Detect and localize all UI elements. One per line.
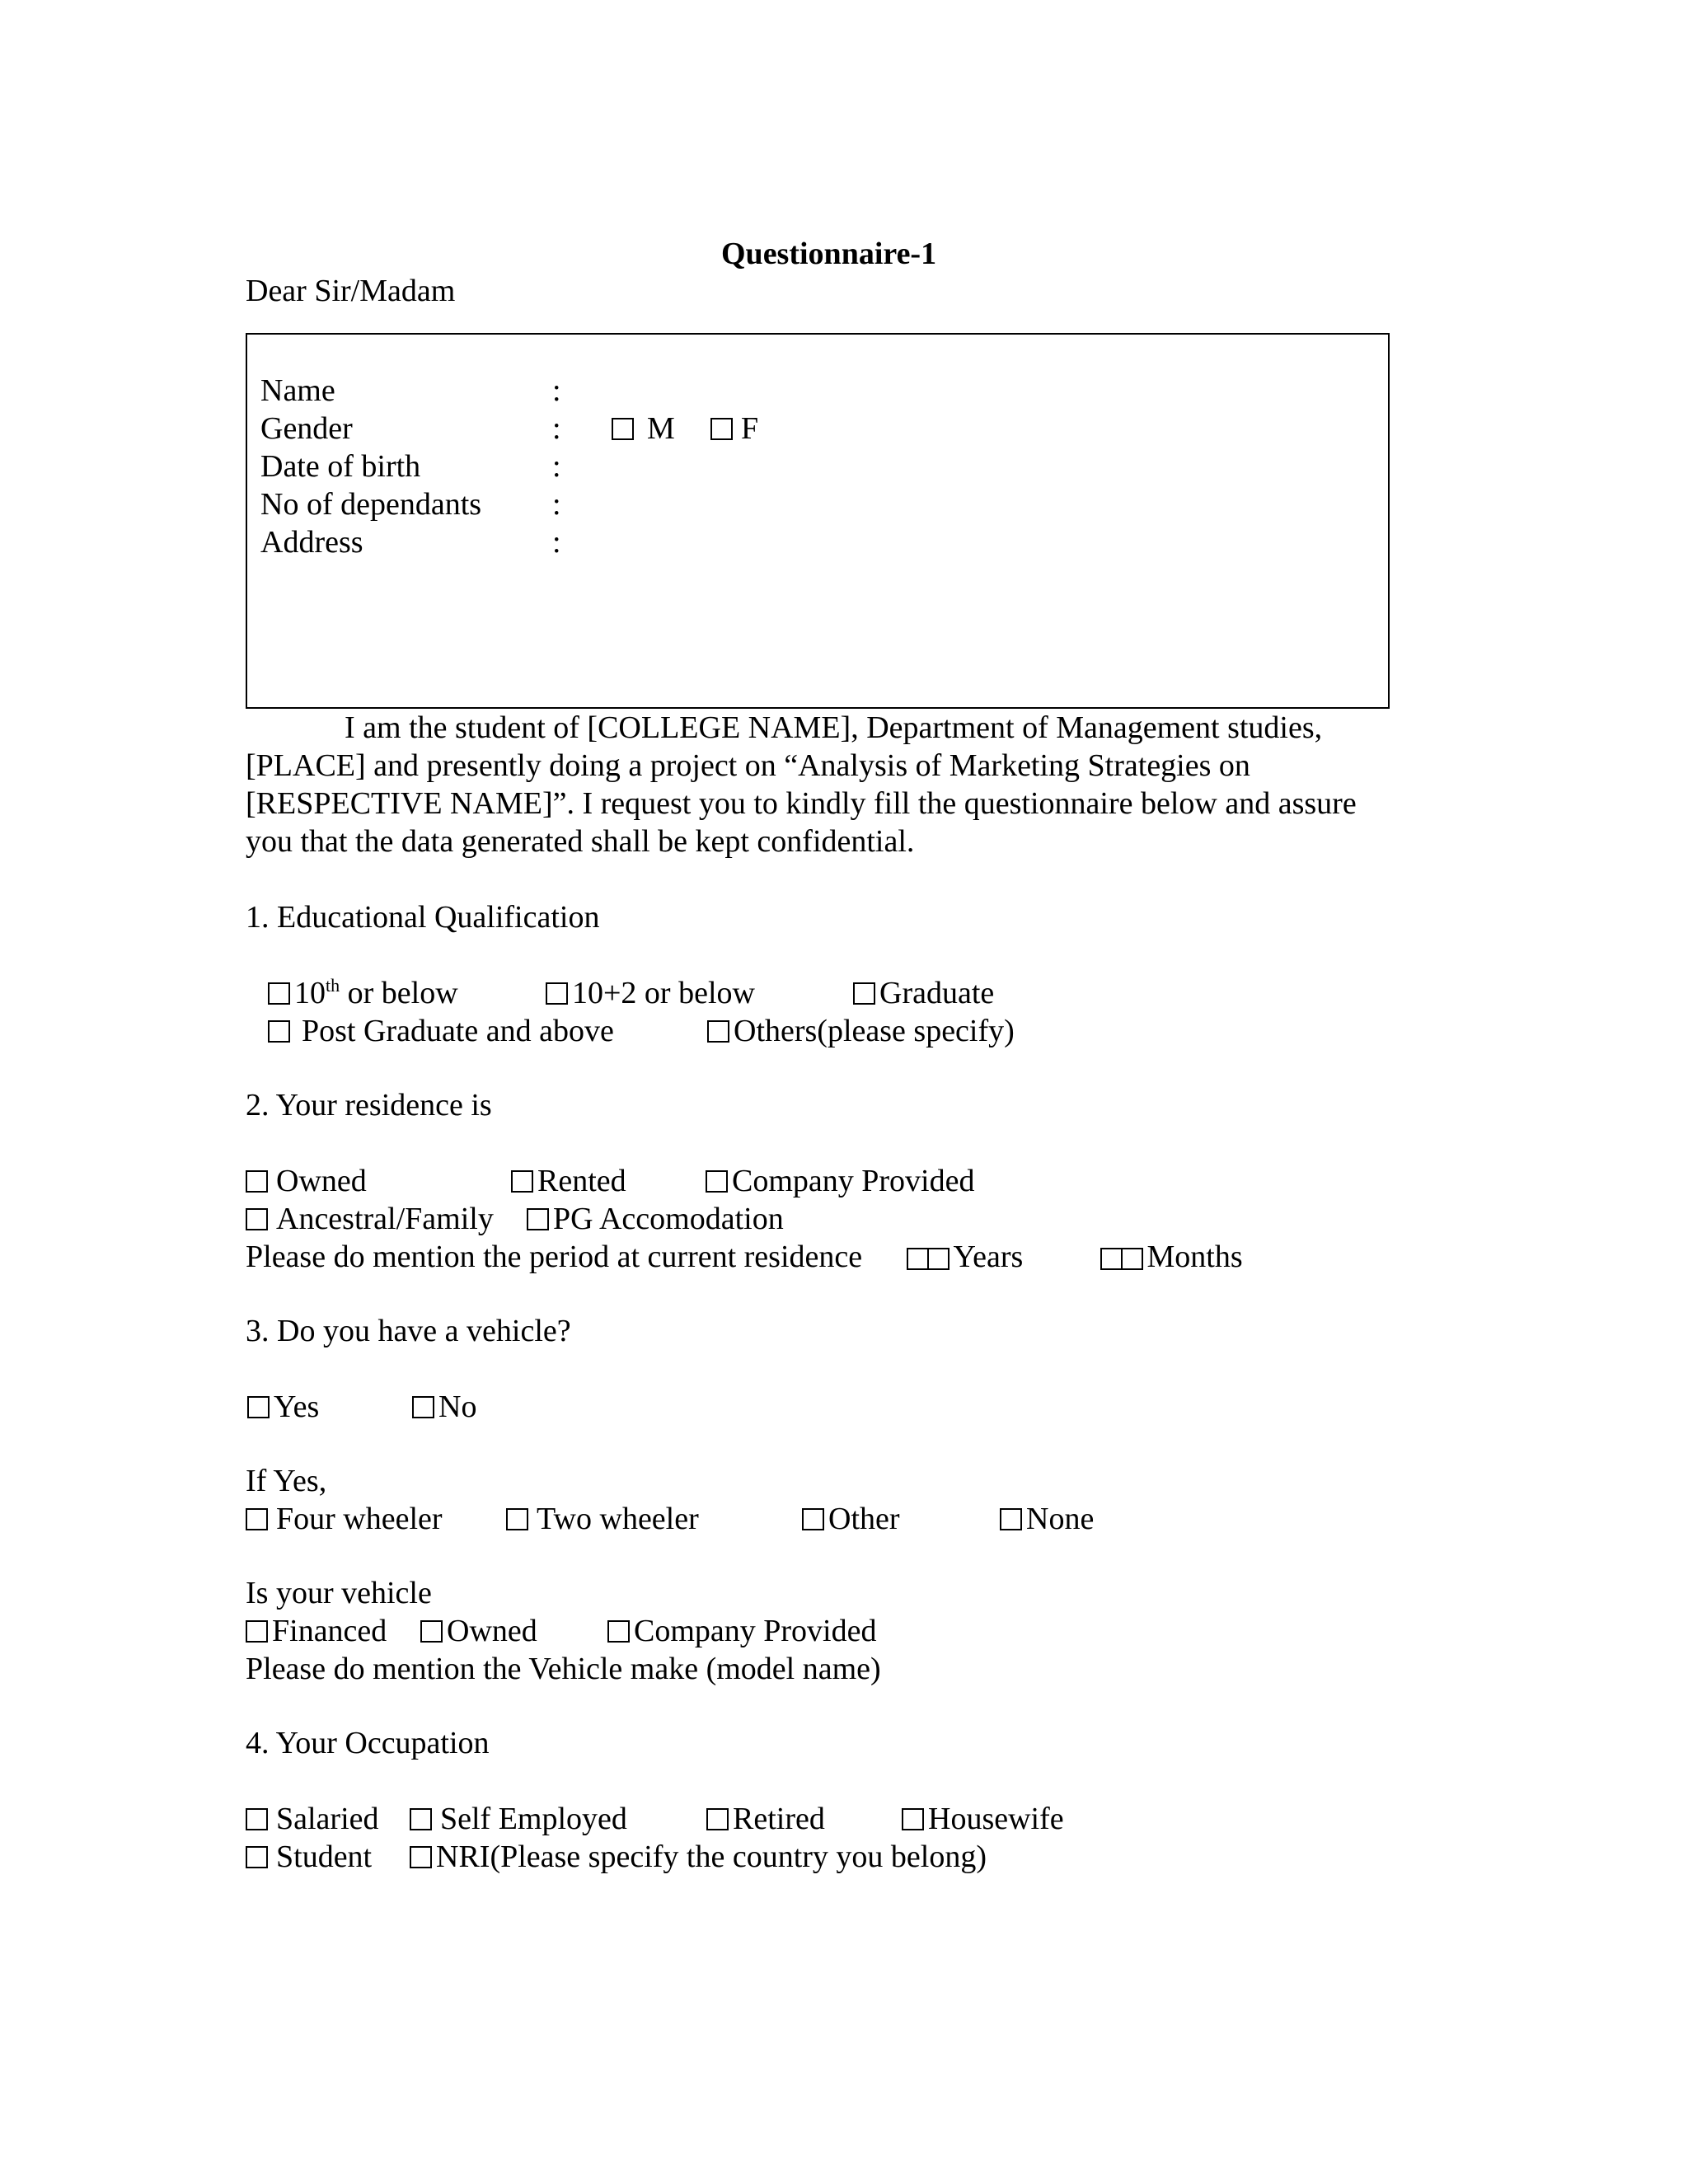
name-colon: : xyxy=(552,373,561,408)
q3-make-prompt: Please do mention the Vehicle make (model name) xyxy=(246,1652,881,1686)
address-label: Address xyxy=(260,525,363,560)
q3-option-other[interactable]: Other xyxy=(802,1500,900,1538)
q2-option-company-provided[interactable]: Company Provided xyxy=(706,1162,974,1200)
q3-option-company-provided[interactable]: Company Provided xyxy=(607,1612,876,1650)
salutation: Dear Sir/Madam xyxy=(246,274,456,308)
checkbox[interactable] xyxy=(410,1808,432,1830)
intro-line-1: I am the student of [COLLEGE NAME], Department of Management studies, xyxy=(345,710,1323,745)
checkbox[interactable] xyxy=(246,1808,268,1830)
years-boxes[interactable] xyxy=(907,1240,950,1277)
q2-years-field[interactable]: Years xyxy=(907,1238,1023,1277)
digit-box xyxy=(1100,1248,1123,1270)
checkbox[interactable] xyxy=(268,982,290,1005)
q1-option-10th[interactable]: 10th or below xyxy=(268,974,458,1012)
q4-option-student[interactable]: Student xyxy=(246,1838,372,1876)
q4-option-retired[interactable]: Retired xyxy=(706,1800,825,1838)
q3-option-no[interactable]: No xyxy=(412,1388,476,1426)
q2-option-pg[interactable]: PG Accomodation xyxy=(527,1200,784,1238)
checkbox[interactable] xyxy=(706,1170,728,1193)
q3-option-none[interactable]: None xyxy=(1000,1500,1094,1538)
q1-option-post-graduate[interactable]: Post Graduate and above xyxy=(268,1012,614,1050)
checkbox[interactable] xyxy=(853,982,875,1005)
address-colon: : xyxy=(552,525,561,560)
q2-question: 2. Your residence is xyxy=(246,1088,492,1122)
q3-question: 3. Do you have a vehicle? xyxy=(246,1314,571,1348)
q2-option-owned[interactable]: Owned xyxy=(246,1162,367,1200)
intro-line-2: [PLACE] and presently doing a project on “Analysis of Marketing Strategies on xyxy=(246,748,1250,783)
q4-option-self-employed[interactable]: Self Employed xyxy=(410,1800,627,1838)
checkbox[interactable] xyxy=(246,1846,268,1868)
q3-option-financed[interactable]: Financed xyxy=(246,1612,387,1650)
checkbox[interactable] xyxy=(902,1808,924,1830)
checkbox[interactable] xyxy=(706,1808,729,1830)
gender-option-f[interactable]: F xyxy=(710,410,758,448)
q2-period-prompt: Please do mention the period at current residence xyxy=(246,1240,863,1274)
dependants-label: No of dependants xyxy=(260,487,482,522)
q4-option-nri[interactable]: NRI(Please specify the country you belong) xyxy=(410,1838,987,1876)
q1-question: 1. Educational Qualification xyxy=(246,900,600,935)
gender-option-m[interactable]: M xyxy=(612,410,675,448)
checkbox[interactable] xyxy=(410,1846,432,1868)
q1-option-others[interactable]: Others(please specify) xyxy=(707,1012,1015,1050)
checkbox[interactable] xyxy=(246,1620,268,1643)
gender-label: Gender xyxy=(260,411,353,446)
checkbox[interactable] xyxy=(412,1396,434,1418)
checkbox[interactable] xyxy=(607,1620,630,1643)
checkbox[interactable] xyxy=(246,1170,268,1193)
q4-option-housewife[interactable]: Housewife xyxy=(902,1800,1064,1838)
digit-box xyxy=(927,1248,950,1270)
q3-option-four-wheeler[interactable]: Four wheeler xyxy=(246,1500,443,1538)
checkbox[interactable] xyxy=(247,1396,270,1418)
page-title: Questionnaire-1 xyxy=(721,237,937,271)
checkbox[interactable] xyxy=(527,1208,549,1230)
q1-option-10plus2[interactable]: 10+2 or below xyxy=(546,974,755,1012)
checkbox[interactable] xyxy=(612,418,634,440)
months-boxes[interactable] xyxy=(1100,1240,1143,1277)
q3-option-two-wheeler[interactable]: Two wheeler xyxy=(506,1500,699,1538)
dependants-colon: : xyxy=(552,487,561,522)
digit-box xyxy=(1121,1248,1143,1270)
q3-option-yes[interactable]: Yes xyxy=(247,1388,319,1426)
q3-ownership-question: Is your vehicle xyxy=(246,1576,432,1610)
q2-option-rented[interactable]: Rented xyxy=(511,1162,626,1200)
checkbox[interactable] xyxy=(506,1508,528,1530)
q2-months-field[interactable]: Months xyxy=(1100,1238,1243,1277)
intro-line-4: you that the data generated shall be kept confidential. xyxy=(246,824,915,859)
checkbox[interactable] xyxy=(1000,1508,1022,1530)
gender-colon: : xyxy=(552,411,561,446)
q3-if-yes: If Yes, xyxy=(246,1464,327,1498)
checkbox[interactable] xyxy=(802,1508,824,1530)
q4-option-salaried[interactable]: Salaried xyxy=(246,1800,379,1838)
q3-option-owned[interactable]: Owned xyxy=(420,1612,537,1650)
name-label: Name xyxy=(260,373,335,408)
checkbox[interactable] xyxy=(246,1508,268,1530)
q4-question: 4. Your Occupation xyxy=(246,1726,490,1760)
q1-option-graduate[interactable]: Graduate xyxy=(853,974,994,1012)
checkbox[interactable] xyxy=(246,1208,268,1230)
checkbox[interactable] xyxy=(546,982,568,1005)
checkbox[interactable] xyxy=(710,418,733,440)
checkbox[interactable] xyxy=(707,1020,729,1043)
checkbox[interactable] xyxy=(268,1020,290,1043)
dob-label: Date of birth xyxy=(260,449,421,484)
dob-colon: : xyxy=(552,449,561,484)
checkbox[interactable] xyxy=(511,1170,533,1193)
checkbox[interactable] xyxy=(420,1620,443,1643)
q2-option-ancestral[interactable]: Ancestral/Family xyxy=(246,1200,494,1238)
digit-box xyxy=(907,1248,929,1270)
intro-line-3: [RESPECTIVE NAME]”. I request you to kindly fill the questionnaire below and assure xyxy=(246,786,1357,821)
